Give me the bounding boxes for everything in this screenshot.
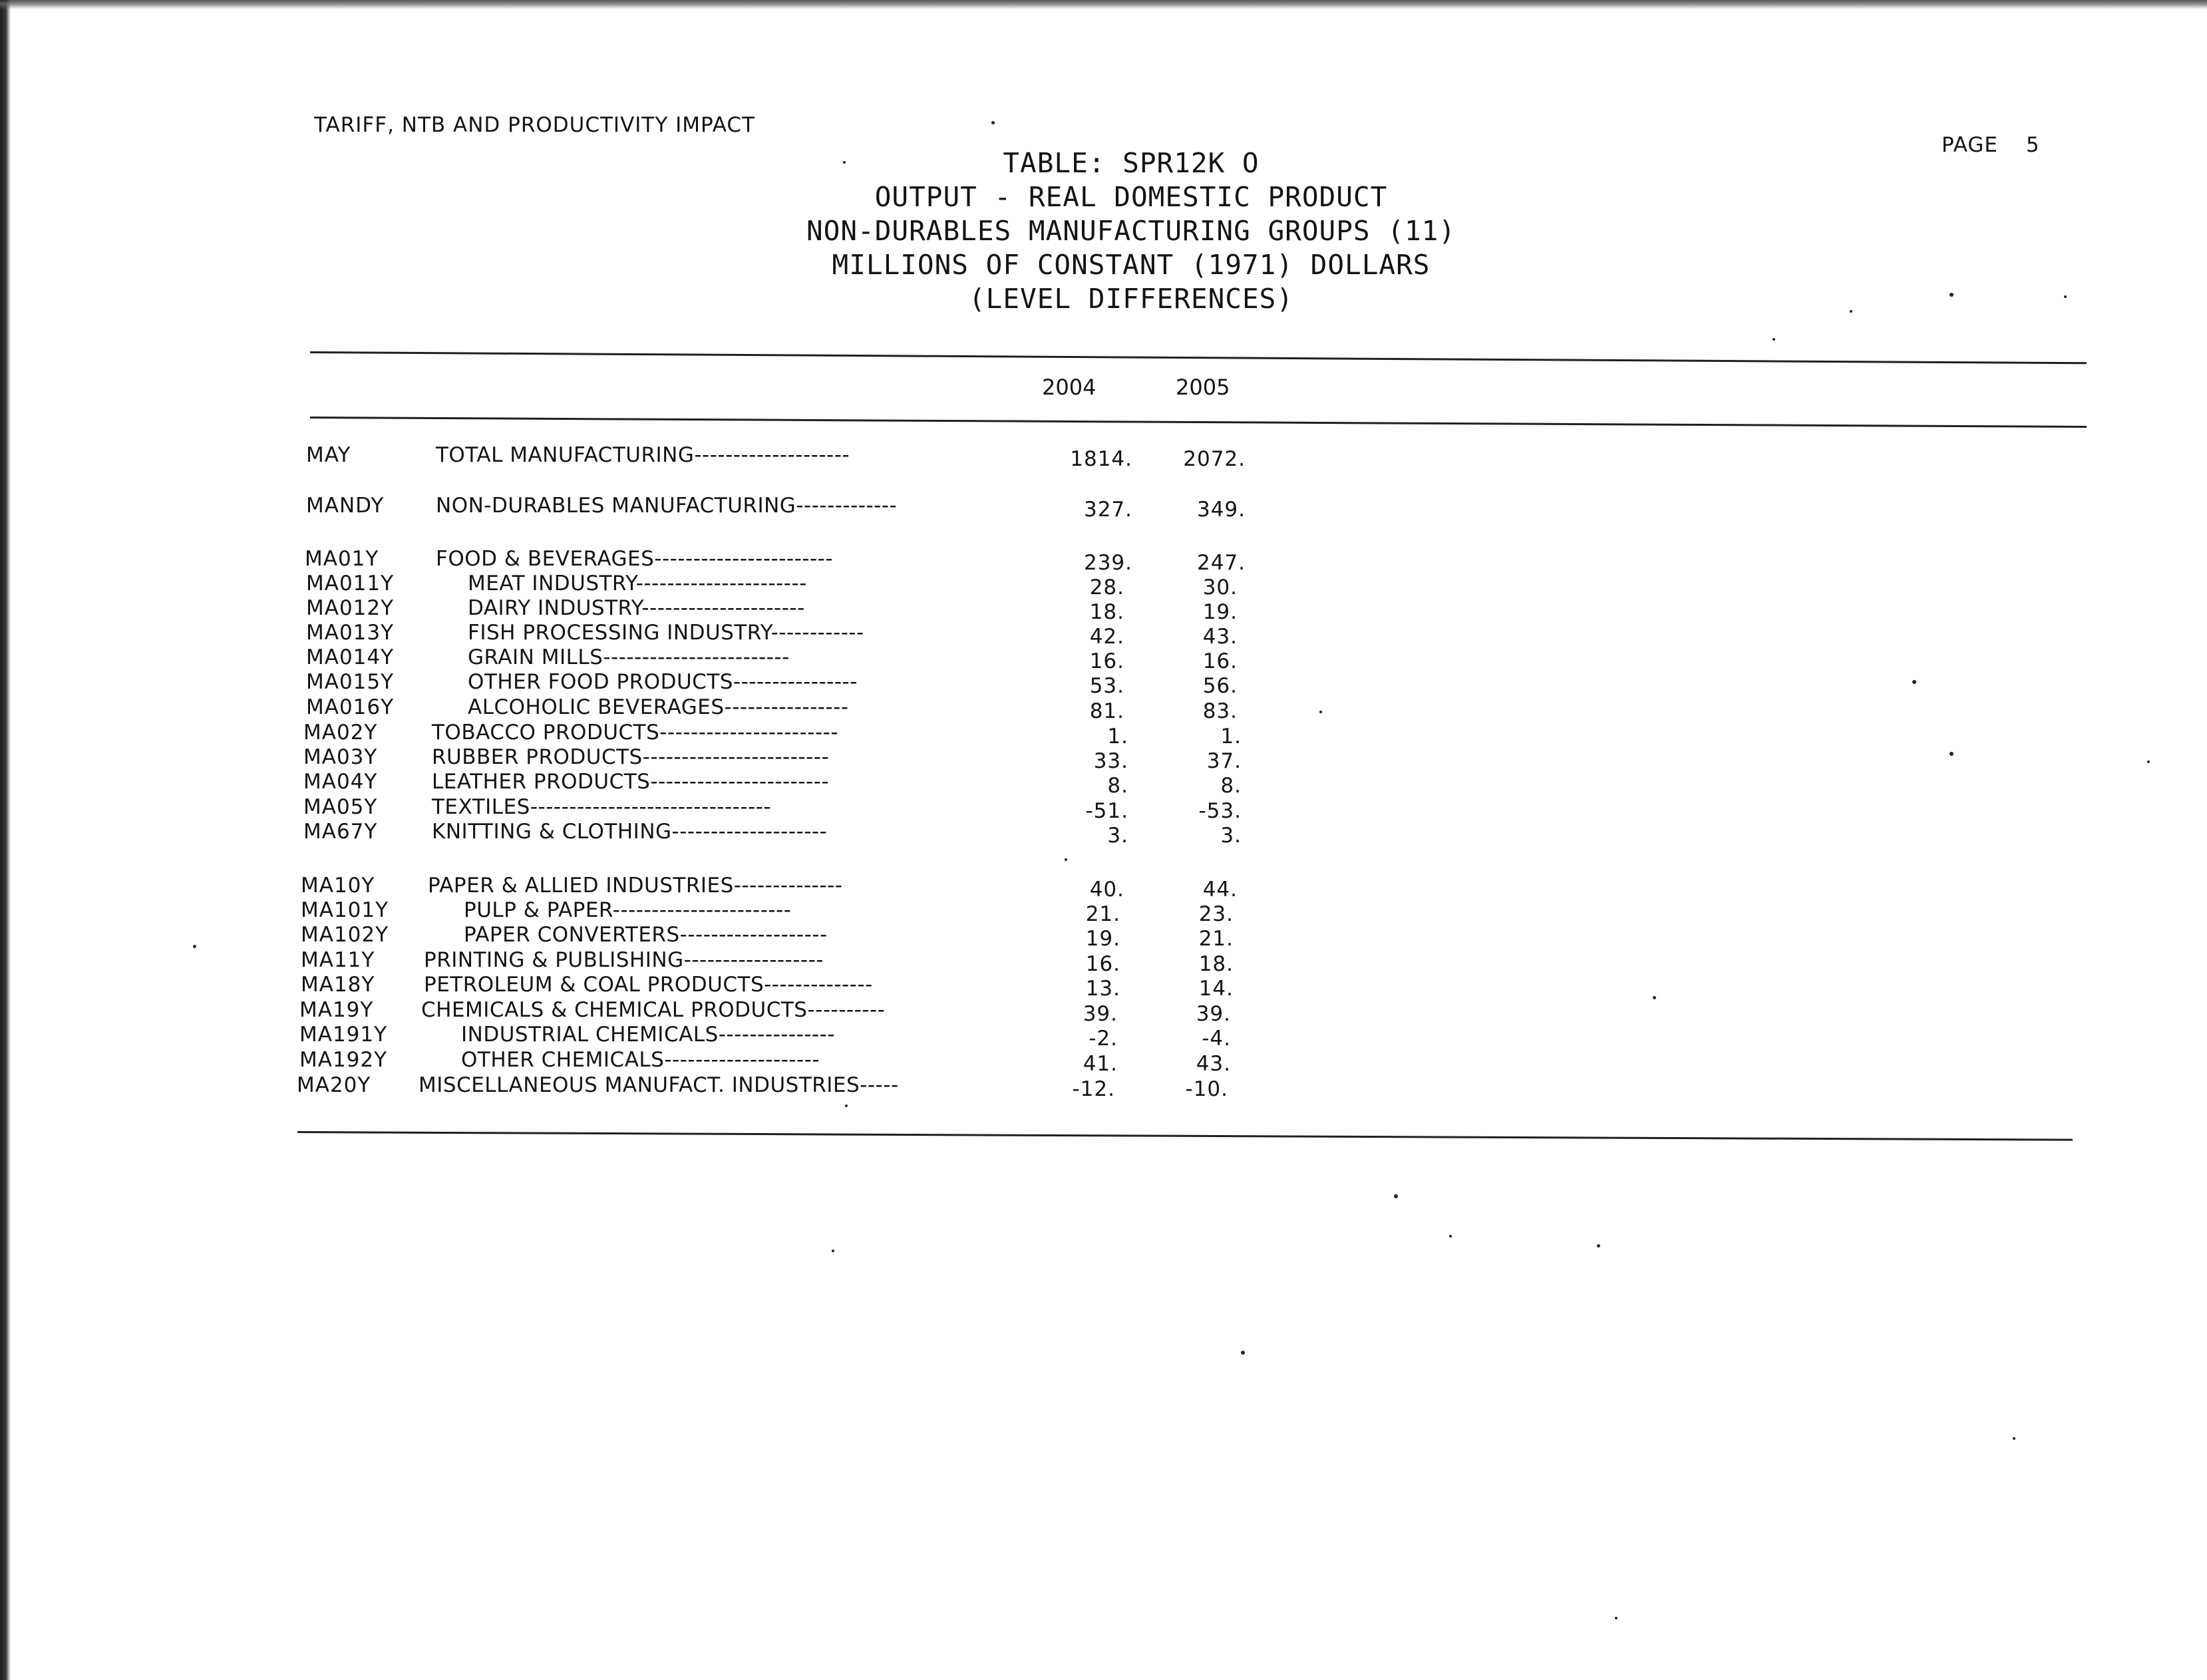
row-code: MA01Y — [305, 547, 379, 571]
cell-2004: 41. — [1083, 1052, 1118, 1076]
table-id: TABLE: SPR12K O — [1003, 147, 1260, 179]
row-code: MA014Y — [306, 645, 395, 669]
row-label: FISH PROCESSING INDUSTRY------------ — [468, 621, 864, 645]
row-label: OTHER CHEMICALS-------------------- — [461, 1048, 820, 1072]
row-code: MAY — [306, 443, 351, 467]
cell-2004: 81. — [1089, 699, 1124, 723]
cell-2004: 21. — [1085, 902, 1120, 926]
scan-speck — [832, 1250, 834, 1252]
cell-2005: 14. — [1198, 977, 1234, 1001]
table-row — [0, 770, 2207, 796]
column-header-2004: 2004 — [1042, 375, 1097, 400]
cell-2005: 43. — [1202, 625, 1238, 649]
cell-2005: 56. — [1202, 674, 1238, 698]
row-label: PAPER CONVERTERS------------------- — [464, 923, 828, 947]
row-label: PULP & PAPER----------------------- — [464, 898, 792, 922]
scan-speck — [1241, 1351, 1245, 1355]
row-label: ALCOHOLIC BEVERAGES---------------- — [468, 695, 849, 719]
table-row — [0, 998, 2207, 1025]
table-bottom-rule — [297, 1131, 2073, 1141]
row-label: FOOD & BEVERAGES----------------------- — [436, 547, 834, 571]
row-code: MA05Y — [303, 795, 378, 819]
cell-2005: 37. — [1206, 749, 1242, 773]
row-label: OTHER FOOD PRODUCTS---------------- — [468, 670, 858, 694]
row-code: MA016Y — [306, 695, 395, 719]
table-row — [0, 1073, 2207, 1100]
cell-2004: 8. — [1107, 774, 1128, 798]
row-code: MA20Y — [297, 1073, 371, 1097]
row-label: MEAT INDUSTRY---------------------- — [468, 572, 807, 595]
table-row — [0, 973, 2207, 999]
table-units: MILLIONS OF CONSTANT (1971) DOLLARS — [832, 249, 1431, 281]
cell-2005: 44. — [1202, 878, 1238, 902]
cell-2005: 349. — [1196, 498, 1246, 522]
table-row — [0, 1048, 2207, 1075]
scan-speck — [2064, 295, 2067, 298]
cell-2005: 3. — [1220, 824, 1242, 848]
row-code: MA191Y — [299, 1023, 388, 1047]
scan-speck — [1449, 1235, 1452, 1238]
row-label: KNITTING & CLOTHING-------------------- — [432, 820, 828, 844]
row-code: MA102Y — [301, 923, 389, 947]
row-label: PAPER & ALLIED INDUSTRIES-------------- — [428, 874, 843, 898]
cell-2005: 30. — [1202, 576, 1238, 599]
table-row — [0, 874, 2207, 900]
table-row — [0, 721, 2207, 747]
table-row — [0, 572, 2207, 598]
report-header-title: TARIFF, NTB AND PRODUCTIVITY IMPACT — [314, 113, 755, 137]
cell-2005: -4. — [1202, 1027, 1231, 1051]
scan-speck — [1615, 1617, 1617, 1619]
row-label: DAIRY INDUSTRY--------------------- — [468, 596, 805, 620]
row-label: TOTAL MANUFACTURING-------------------- — [436, 443, 850, 467]
cell-2005: 8. — [1220, 774, 1242, 798]
table-subtitle: NON-DURABLES MANUFACTURING GROUPS (11) — [806, 215, 1456, 247]
cell-2004: -12. — [1072, 1077, 1115, 1101]
table-row — [0, 547, 2207, 574]
row-code: MANDY — [306, 494, 385, 518]
cell-2004: -2. — [1089, 1027, 1118, 1051]
table-top-rule — [310, 351, 2087, 364]
table-measure: (LEVEL DIFFERENCES) — [969, 283, 1293, 315]
scan-speck — [1850, 310, 1852, 313]
cell-2004: 33. — [1093, 749, 1128, 773]
table-row — [0, 596, 2207, 623]
row-label: NON-DURABLES MANUFACTURING------------- — [436, 494, 898, 518]
table-row — [0, 820, 2207, 846]
row-label: PRINTING & PUBLISHING------------------ — [424, 948, 824, 972]
scan-speck — [1394, 1194, 1398, 1198]
cell-2005: -10. — [1185, 1077, 1228, 1101]
row-label: RUBBER PRODUCTS------------------------ — [432, 745, 830, 769]
row-label: GRAIN MILLS------------------------ — [468, 645, 790, 669]
row-label: TEXTILES------------------------------- — [432, 795, 772, 819]
cell-2004: 40. — [1089, 878, 1124, 902]
cell-2004: -51. — [1085, 799, 1128, 823]
table-title: OUTPUT - REAL DOMESTIC PRODUCT — [874, 181, 1388, 213]
row-code: MA67Y — [303, 820, 378, 844]
cell-2005: 19. — [1202, 600, 1238, 624]
table-row — [0, 695, 2207, 722]
cell-2004: 327. — [1083, 498, 1132, 522]
cell-2004: 39. — [1083, 1002, 1118, 1026]
table-row — [0, 621, 2207, 647]
cell-2004: 16. — [1085, 952, 1120, 976]
row-label: CHEMICALS & CHEMICAL PRODUCTS---------- — [421, 998, 886, 1022]
page-indicator — [1942, 133, 2040, 157]
cell-2004: 28. — [1089, 576, 1124, 599]
table-row — [0, 494, 2207, 520]
cell-2004: 3. — [1107, 824, 1128, 848]
cell-2004: 1. — [1107, 725, 1128, 749]
cell-2004: 1814. — [1070, 447, 1132, 471]
scan-speck — [1773, 338, 1775, 341]
row-code: MA101Y — [301, 898, 389, 922]
row-code: MA013Y — [306, 621, 395, 645]
table-row — [0, 645, 2207, 672]
cell-2005: -53. — [1198, 799, 1242, 823]
cell-2005: 18. — [1198, 952, 1234, 976]
cell-2005: 23. — [1198, 902, 1234, 926]
table-row — [0, 745, 2207, 772]
column-header-2005: 2005 — [1176, 375, 1230, 400]
row-label: INDUSTRIAL CHEMICALS--------------- — [461, 1023, 836, 1047]
scan-speck — [1597, 1244, 1600, 1248]
row-label: LEATHER PRODUCTS----------------------- — [432, 770, 830, 794]
row-code: MA10Y — [301, 874, 375, 898]
row-code: MA03Y — [303, 745, 378, 769]
cell-2005: 21. — [1198, 927, 1234, 951]
table-row — [0, 1023, 2207, 1049]
cell-2004: 53. — [1089, 674, 1124, 698]
row-label: PETROLEUM & COAL PRODUCTS-------------- — [424, 973, 873, 997]
header-bottom-rule — [310, 417, 2087, 428]
cell-2005: 247. — [1196, 551, 1246, 575]
cell-2004: 239. — [1083, 551, 1132, 575]
row-code: MA012Y — [306, 596, 395, 620]
scan-speck — [2013, 1437, 2015, 1440]
scan-speck — [845, 1104, 848, 1107]
cell-2005: 83. — [1202, 699, 1238, 723]
table-row — [0, 898, 2207, 925]
cell-2005: 39. — [1196, 1002, 1231, 1026]
row-code: MA015Y — [306, 670, 395, 694]
row-code: MA18Y — [301, 973, 375, 997]
scan-speck — [991, 121, 995, 124]
cell-2005: 2072. — [1183, 447, 1246, 471]
cell-2005: 43. — [1196, 1052, 1231, 1076]
row-code: MA192Y — [299, 1048, 388, 1072]
table-row — [0, 443, 2207, 470]
row-label: TOBACCO PRODUCTS----------------------- — [432, 721, 839, 745]
table-row — [0, 795, 2207, 822]
row-label: MISCELLANEOUS MANUFACT. INDUSTRIES----- — [419, 1073, 899, 1097]
table-row — [0, 670, 2207, 697]
scan-speck — [1065, 858, 1067, 861]
scan-edge-top — [0, 0, 2207, 9]
cell-2004: 16. — [1089, 649, 1124, 673]
cell-2005: 16. — [1202, 649, 1238, 673]
page-label: PAGE — [1942, 133, 1998, 157]
row-code: MA02Y — [303, 721, 378, 745]
row-code: MA19Y — [299, 998, 374, 1022]
scan-speck — [1950, 293, 1953, 297]
table-row — [0, 923, 2207, 949]
cell-2004: 19. — [1085, 927, 1120, 951]
row-code: MA011Y — [306, 572, 395, 595]
cell-2005: 1. — [1220, 725, 1242, 749]
row-code: MA04Y — [303, 770, 378, 794]
page-number: 5 — [2025, 133, 2040, 157]
cell-2004: 42. — [1089, 625, 1124, 649]
table-title-block — [765, 146, 1497, 316]
row-code: MA11Y — [301, 948, 375, 972]
cell-2004: 18. — [1089, 600, 1124, 624]
cell-2004: 13. — [1085, 977, 1120, 1001]
table-row — [0, 948, 2207, 975]
